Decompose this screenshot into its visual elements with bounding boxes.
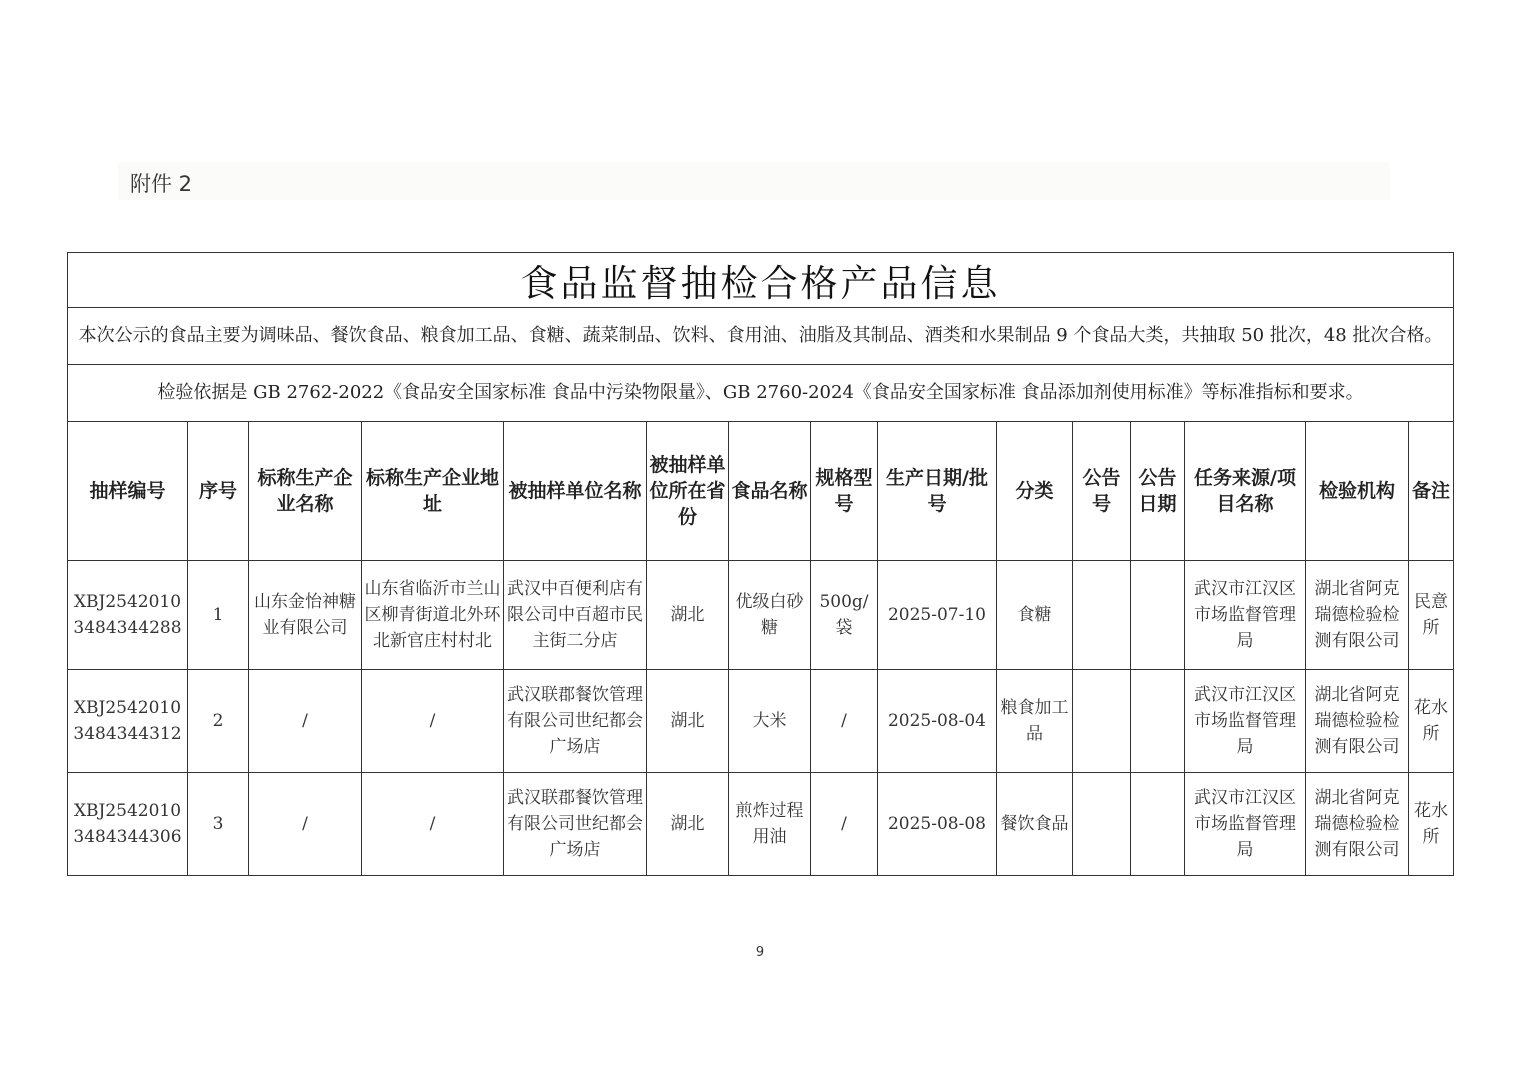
cell-remark: 花水所 [1409, 773, 1454, 876]
col-header-sampled-unit: 被抽样单位名称 [504, 422, 647, 561]
inspection-basis-text: 检验依据是 GB 2762-2022《食品安全国家标准 食品中污染物限量》、GB 2760-2024《食品安全国家标准 食品添加剂使用标准》等标准指标和要求。 [68, 365, 1454, 422]
attachment-header-bar [118, 162, 1390, 200]
cell-notice-date [1131, 773, 1185, 876]
cell-seq: 2 [188, 670, 249, 773]
cell-manufacturer-address: / [362, 670, 504, 773]
col-header-remark: 备注 [1409, 422, 1454, 561]
cell-task-source: 武汉市江汉区市场监督管理局 [1185, 561, 1306, 670]
col-header-category: 分类 [997, 422, 1073, 561]
cell-manufacturer: / [249, 670, 362, 773]
cell-province: 湖北 [647, 670, 729, 773]
cell-spec: / [811, 773, 878, 876]
col-header-food-name: 食品名称 [729, 422, 811, 561]
col-header-task-source: 任务来源/项目名称 [1185, 422, 1306, 561]
cell-spec: / [811, 670, 878, 773]
cell-production-date: 2025-08-04 [878, 670, 997, 773]
cell-lab: 湖北省阿克瑞德检验检测有限公司 [1306, 670, 1409, 773]
cell-task-source: 武汉市江汉区市场监督管理局 [1185, 670, 1306, 773]
cell-category: 餐饮食品 [997, 773, 1073, 876]
cell-manufacturer: / [249, 773, 362, 876]
col-header-seq: 序号 [188, 422, 249, 561]
col-header-notice-no: 公告号 [1073, 422, 1131, 561]
cell-province: 湖北 [647, 561, 729, 670]
col-header-production-date: 生产日期/批号 [878, 422, 997, 561]
table-title: 食品监督抽检合格产品信息 [68, 253, 1454, 308]
col-header-spec: 规格型号 [811, 422, 878, 561]
cell-production-date: 2025-07-10 [878, 561, 997, 670]
cell-category: 粮食加工品 [997, 670, 1073, 773]
cell-manufacturer-address: 山东省临沂市兰山区柳青街道北外环北新官庄村村北 [362, 561, 504, 670]
table-row [68, 670, 1454, 773]
cell-remark: 民意所 [1409, 561, 1454, 670]
page-number: 9 [755, 945, 765, 960]
col-header-notice-date: 公告日期 [1131, 422, 1185, 561]
cell-sampled-unit: 武汉联郡餐饮管理有限公司世纪都会广场店 [504, 670, 647, 773]
col-header-lab: 检验机构 [1306, 422, 1409, 561]
cell-task-source: 武汉市江汉区市场监督管理局 [1185, 773, 1306, 876]
cell-seq: 1 [188, 561, 249, 670]
cell-manufacturer-address: / [362, 773, 504, 876]
cell-lab: 湖北省阿克瑞德检验检测有限公司 [1306, 773, 1409, 876]
col-header-sample-no: 抽样编号 [68, 422, 188, 561]
col-header-province: 被抽样单位所在省份 [647, 422, 729, 561]
attachment-label: 附件 2 [130, 172, 193, 196]
cell-notice-no [1073, 561, 1131, 670]
cell-sample-no: XBJ25420103484344312 [68, 670, 188, 773]
cell-notice-no [1073, 773, 1131, 876]
table-row [68, 773, 1454, 876]
cell-province: 湖北 [647, 773, 729, 876]
cell-food-name: 煎炸过程用油 [729, 773, 811, 876]
cell-production-date: 2025-08-08 [878, 773, 997, 876]
col-header-manufacturer-address: 标称生产企业地址 [362, 422, 504, 561]
cell-notice-no [1073, 670, 1131, 773]
cell-seq: 3 [188, 773, 249, 876]
col-header-manufacturer: 标称生产企业名称 [249, 422, 362, 561]
cell-spec: 500g/袋 [811, 561, 878, 670]
cell-remark: 花水所 [1409, 670, 1454, 773]
cell-lab: 湖北省阿克瑞德检验检测有限公司 [1306, 561, 1409, 670]
cell-category: 食糖 [997, 561, 1073, 670]
cell-food-name: 大米 [729, 670, 811, 773]
table-row [68, 561, 1454, 670]
cell-sampled-unit: 武汉联郡餐饮管理有限公司世纪都会广场店 [504, 773, 647, 876]
summary-text: 本次公示的食品主要为调味品、餐饮食品、粮食加工品、食糖、蔬菜制品、饮料、食用油、油脂及其制品、酒类和水果制品 9 个食品大类，共抽取 50 批次，48 批次合格。 [68, 308, 1454, 365]
cell-food-name: 优级白砂糖 [729, 561, 811, 670]
cell-notice-date [1131, 670, 1185, 773]
cell-sample-no: XBJ25420103484344288 [68, 561, 188, 670]
cell-sampled-unit: 武汉中百便利店有限公司中百超市民主街二分店 [504, 561, 647, 670]
inspection-results-table [67, 252, 1454, 876]
table-header-row [68, 422, 1454, 561]
cell-manufacturer: 山东金怡神糖业有限公司 [249, 561, 362, 670]
cell-notice-date [1131, 561, 1185, 670]
cell-sample-no: XBJ25420103484344306 [68, 773, 188, 876]
